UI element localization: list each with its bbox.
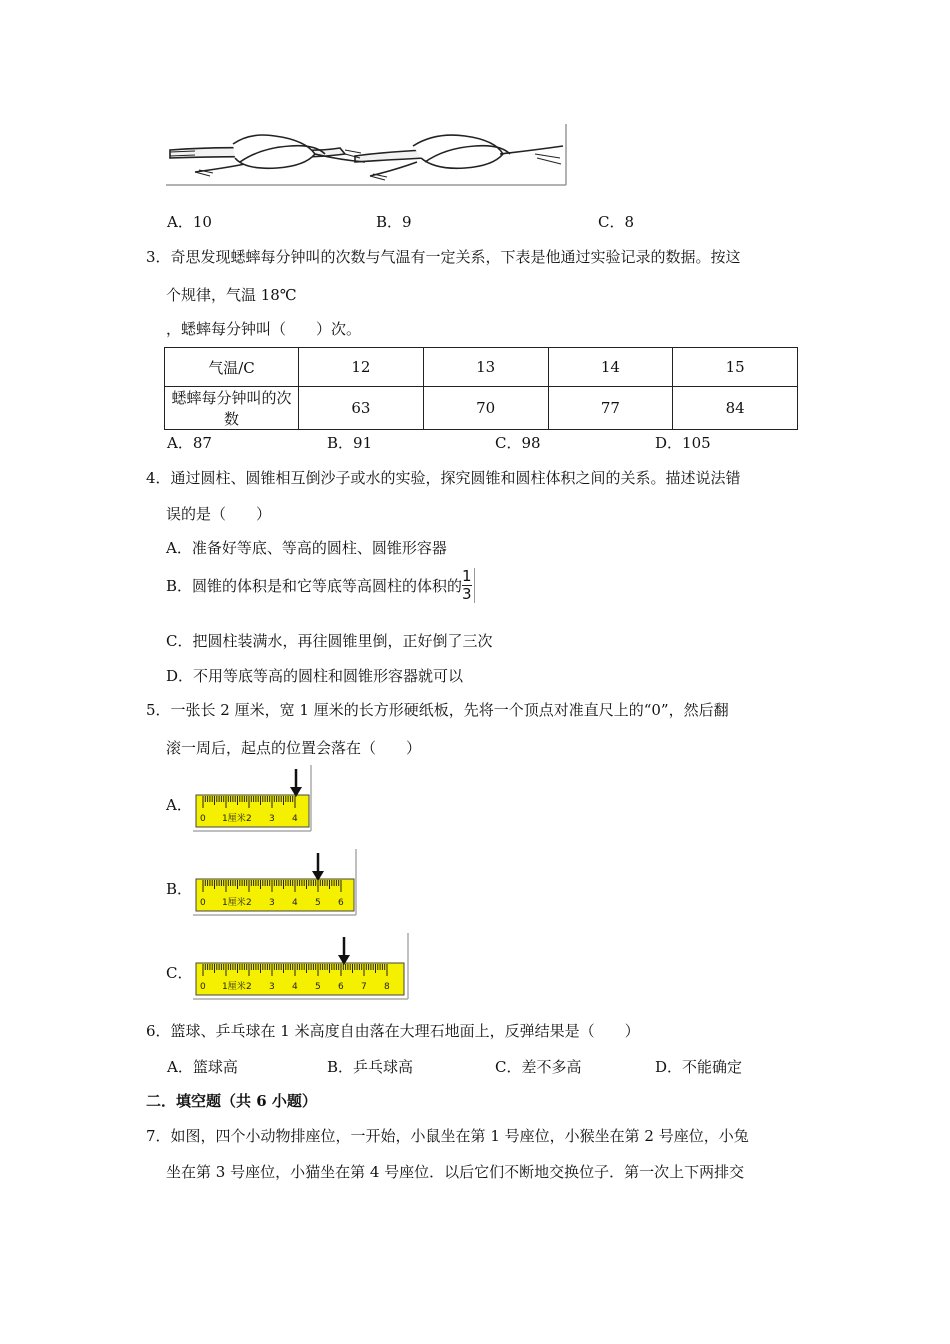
ruler-tick-label: 6 xyxy=(338,898,344,908)
table-cell: 84 xyxy=(673,387,798,430)
ruler-tick-label: 0 xyxy=(200,814,206,824)
q4-option-c: C．把圆柱装满水，再往圆锥里倒，正好倒了三次 xyxy=(166,632,493,650)
ruler-c xyxy=(193,933,411,1005)
q6-option-a: A．篮球高 xyxy=(167,1058,238,1076)
table-cell: 63 xyxy=(299,387,424,430)
q6-option-c: C．差不多高 xyxy=(495,1058,582,1076)
q4-option-a: A．准备好等底、等高的圆柱、圆锥形容器 xyxy=(166,539,447,557)
ruler-tick-label: 5 xyxy=(315,898,321,908)
ruler-tick-label: 2 xyxy=(246,814,252,824)
table-row xyxy=(165,387,798,430)
ruler-tick-label: 1厘米 xyxy=(222,814,246,824)
q4-option-d: D．不用等底等高的圆柱和圆锥形容器就可以 xyxy=(166,667,464,685)
ruler-tick-label: 3 xyxy=(269,982,275,992)
down-arrow-icon xyxy=(338,937,350,965)
q2-option-c: C．8 xyxy=(598,213,635,231)
ruler-tick-label: 6 xyxy=(338,982,344,992)
fraction-numerator: 1 xyxy=(462,567,472,585)
ruler-b xyxy=(193,849,359,921)
fraction-denominator: 3 xyxy=(462,585,472,603)
q3-option-c: C．98 xyxy=(495,434,541,452)
q5-label-c: C． xyxy=(166,964,193,982)
q7-stem-line2: 坐在第 3 号座位，小猫坐在第 4 号座位．以后它们不断地交换位子．第一次上下两排交 xyxy=(166,1163,745,1181)
q5-stem-line1: 5．一张长 2 厘米，宽 1 厘米的长方形硬纸板，先将一个顶点对准直尺上的“0”，然后翻 xyxy=(146,701,729,719)
ruler-tick-label: 3 xyxy=(269,814,275,824)
table-row xyxy=(165,348,798,387)
table-header-temperature: 气温/C xyxy=(165,348,299,387)
q4-option-b: B．圆锥的体积是和它等底等高圆柱的体积的 xyxy=(166,577,463,595)
ruler-tick-label: 8 xyxy=(384,982,390,992)
ruler-tick-label: 4 xyxy=(292,982,298,992)
q3-stem-line3: ，蟋蟀每分钟叫（ ）次。 xyxy=(166,320,362,338)
q4-option-b-row xyxy=(166,568,475,603)
section-heading-fill-in: 二．填空题（共 6 小题） xyxy=(146,1092,317,1110)
table-cell: 12 xyxy=(299,348,424,387)
q6-stem: 6．篮球、乒乓球在 1 米高度自由落在大理石地面上，反弹结果是（ ） xyxy=(146,1022,640,1040)
ruler-tick-label: 2 xyxy=(246,898,252,908)
q5-label-a: A． xyxy=(166,796,192,814)
q2-option-b: B．9 xyxy=(376,213,412,231)
fraction-one-third xyxy=(462,568,475,603)
q5-stem-line2: 滚一周后，起点的位置会落在（ ） xyxy=(166,739,422,757)
ruler-tick-label: 2 xyxy=(246,982,252,992)
ruler-tick-label: 4 xyxy=(292,898,298,908)
ruler-body xyxy=(196,879,354,911)
ruler-tick-label: 4 xyxy=(292,814,298,824)
q3-option-a: A．87 xyxy=(167,434,212,452)
table-cell: 13 xyxy=(423,348,548,387)
q3-stem-line1: 3．奇思发现蟋蟀每分钟叫的次数与气温有一定关系，下表是他通过实验记录的数据。按这 xyxy=(146,248,741,266)
ruler-tick-label: 1厘米 xyxy=(222,982,246,992)
q7-stem-line1: 7．如图，四个小动物排座位，一开始，小鼠坐在第 1 号座位，小猴坐在第 2 号座位，小兔 xyxy=(146,1127,749,1145)
q5-label-b: B． xyxy=(166,880,193,898)
down-arrow-icon xyxy=(312,853,324,881)
table-cell: 70 xyxy=(423,387,548,430)
q4-stem-line2: 误的是（ ） xyxy=(166,505,272,523)
ruler-tick-label: 0 xyxy=(200,982,206,992)
q6-option-d: D．不能确定 xyxy=(655,1058,743,1076)
q3-stem-line2: 个规律，气温 18℃ xyxy=(166,286,297,304)
ruler-tick-label: 1厘米 xyxy=(222,898,246,908)
q6-option-b: B．乒乓球高 xyxy=(327,1058,414,1076)
ruler-tick-label: 3 xyxy=(269,898,275,908)
q2-option-a: A．10 xyxy=(167,213,212,231)
cricket-data-table xyxy=(164,347,798,430)
ruler-tick-label: 0 xyxy=(200,898,206,908)
down-arrow-icon xyxy=(290,769,302,797)
q4-stem-line1: 4．通过圆柱、圆锥相互倒沙子或水的实验，探究圆锥和圆柱体积之间的关系。描述说法错 xyxy=(146,469,741,487)
rope-knot-image xyxy=(165,124,567,186)
table-cell: 14 xyxy=(548,348,673,387)
ruler-tick-label: 7 xyxy=(361,982,367,992)
q3-option-b: B．91 xyxy=(327,434,373,452)
ruler-a xyxy=(193,765,313,837)
table-cell: 15 xyxy=(673,348,798,387)
table-cell: 77 xyxy=(548,387,673,430)
table-header-chirps: 蟋蟀每分钟叫的次数 xyxy=(165,387,299,430)
ruler-tick-label: 5 xyxy=(315,982,321,992)
q3-option-d: D．105 xyxy=(655,434,711,452)
